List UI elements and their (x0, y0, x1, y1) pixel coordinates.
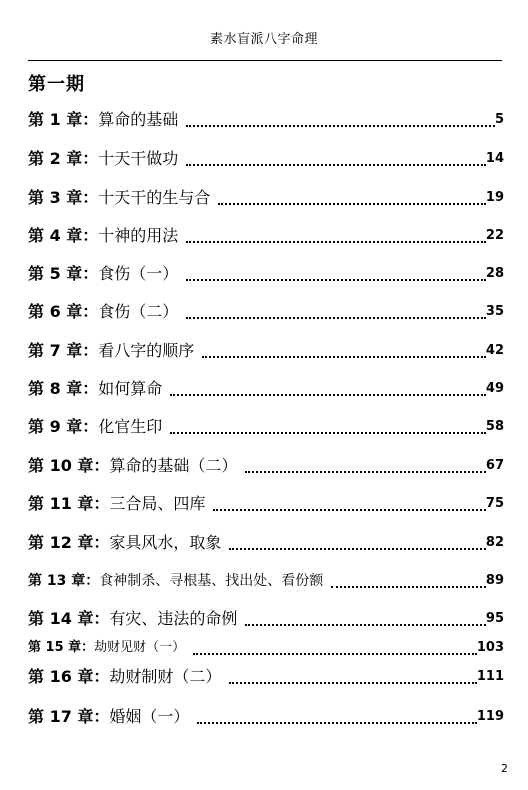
toc-entry-label: 第 12 章：家具风水，取象 (28, 533, 222, 552)
toc-entry[interactable] (28, 415, 504, 437)
toc-page-number: 49 (485, 381, 504, 396)
toc-page-number: 14 (485, 151, 504, 166)
toc-entry-label: 第 8 章：如何算命 (28, 379, 163, 398)
toc-entry-label: 第 11 章：三合局、四库 (28, 494, 206, 513)
toc-page-number: 35 (485, 304, 504, 319)
dot-leader (186, 227, 486, 243)
dot-leader (331, 572, 486, 588)
page-number: 2 (501, 762, 508, 775)
toc-page-number: 28 (485, 266, 504, 281)
dot-leader (170, 380, 486, 396)
toc-entry-label: 第 2 章：十天干做功 (28, 149, 179, 168)
toc-page-number: 82 (485, 535, 504, 550)
dot-leader (229, 534, 485, 550)
toc-page-number: 75 (485, 496, 504, 511)
toc-entry-label: 第 13 章：食神制杀、寻根基、找出处、看份额 (28, 573, 324, 589)
toc-entry-label: 第 4 章：十神的用法 (28, 226, 179, 245)
toc-entry[interactable] (28, 300, 504, 322)
toc-entry[interactable] (28, 224, 504, 246)
toc-entry-label: 第 9 章：化官生印 (28, 417, 163, 436)
toc-page-number: 5 (494, 112, 504, 127)
dot-leader (197, 708, 476, 724)
toc-entry[interactable] (28, 492, 504, 514)
toc-page-number: 22 (485, 228, 504, 243)
toc-entry-label: 第 15 章：劫财见财（一） (28, 640, 186, 655)
toc-entry[interactable] (28, 108, 504, 130)
toc-entry-label: 第 7 章：看八字的顺序 (28, 341, 195, 360)
dot-leader (245, 610, 485, 626)
toc-entry[interactable] (28, 705, 504, 727)
toc-entry-label: 第 10 章：算命的基础（二） (28, 456, 238, 475)
toc-entry[interactable] (28, 262, 504, 284)
dot-leader (245, 457, 485, 473)
toc-entry-label: 第 17 章：婚姻（一） (28, 707, 190, 726)
toc-entry[interactable] (28, 454, 504, 476)
toc-entry-label: 第 6 章：食伤（二） (28, 302, 179, 321)
toc-entry[interactable] (28, 665, 504, 687)
toc-page-number: 58 (485, 419, 504, 434)
dot-leader (186, 265, 486, 281)
dot-leader (193, 639, 477, 655)
dot-leader (186, 111, 495, 127)
dot-leader (229, 668, 476, 684)
toc-entry-label: 第 5 章：食伤（一） (28, 264, 179, 283)
toc-entry-label: 第 14 章：有灾、违法的命例 (28, 609, 238, 628)
toc-page-number: 67 (485, 458, 504, 473)
toc-entry-label: 第 1 章：算命的基础 (28, 110, 179, 129)
section-title: 第一期 (28, 74, 85, 95)
dot-leader (202, 342, 486, 358)
dot-leader (170, 418, 486, 434)
toc-entry-label: 第 3 章：十天干的生与合 (28, 188, 211, 207)
toc-page-number: 42 (485, 343, 504, 358)
toc-entry[interactable] (28, 186, 504, 208)
page-header: 素水盲派八字命理 (209, 32, 318, 47)
dot-leader (213, 495, 485, 511)
toc-page-number: 111 (476, 669, 504, 684)
toc-entry[interactable] (28, 339, 504, 361)
toc-entry[interactable] (28, 531, 504, 553)
toc-page-number: 19 (485, 190, 504, 205)
toc-entry[interactable] (28, 607, 504, 629)
toc-entry[interactable] (28, 636, 504, 658)
toc-page-number: 119 (476, 709, 504, 724)
dot-leader (186, 303, 486, 319)
header-divider (28, 60, 502, 61)
toc-page-number: 95 (485, 611, 504, 626)
toc-page-number: 89 (485, 573, 504, 588)
toc-page-number: 103 (476, 640, 504, 655)
toc-entry[interactable] (28, 147, 504, 169)
toc-entry[interactable] (28, 569, 504, 591)
toc-entry-label: 第 16 章：劫财制财（二） (28, 667, 222, 686)
dot-leader (218, 189, 486, 205)
toc-entry[interactable] (28, 377, 504, 399)
dot-leader (186, 150, 486, 166)
